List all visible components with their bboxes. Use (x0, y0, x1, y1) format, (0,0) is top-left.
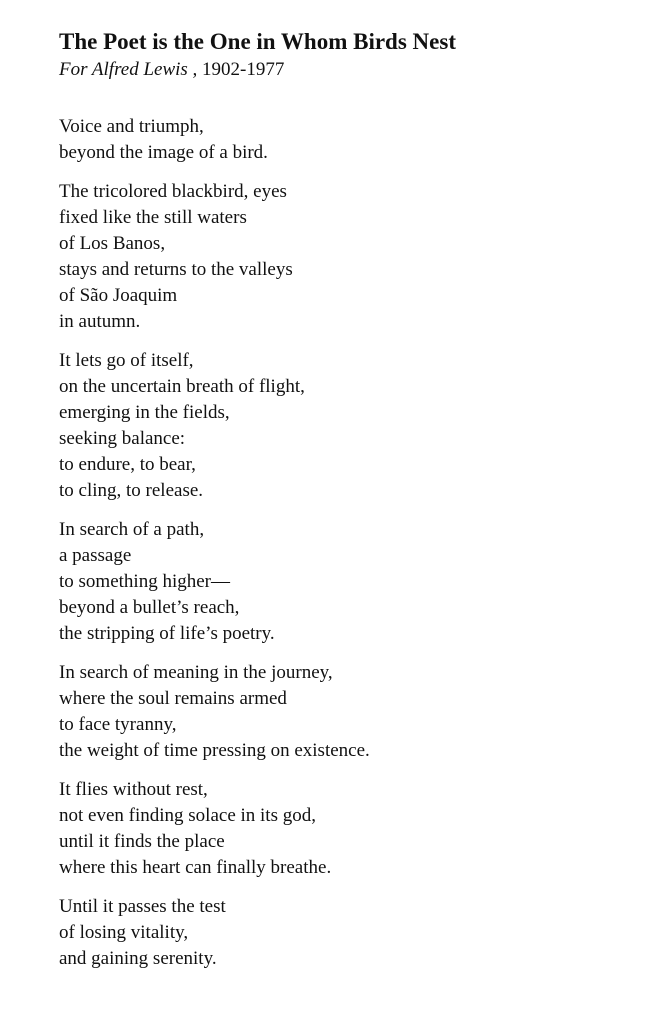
poem-title: The Poet is the One in Whom Birds Nest (59, 29, 456, 54)
dedication-name: For Alfred Lewis , (59, 59, 198, 80)
poem-line: emerging in the fields, (59, 402, 230, 423)
stanza (59, 179, 649, 335)
stanza (59, 348, 649, 504)
poem-line: where the soul remains armed (59, 688, 287, 709)
poem-line: The tricolored blackbird, eyes (59, 181, 287, 202)
poem-line: of São Joaquim (59, 285, 178, 306)
poem-line: Until it passes the test (59, 896, 226, 917)
poem-line: until it finds the place (59, 831, 225, 852)
poem-line: where this heart can finally breathe. (59, 857, 332, 878)
poem-dedication (59, 58, 649, 82)
poem-line: stays and returns to the valleys (59, 259, 293, 280)
poem-line: It flies without rest, (59, 779, 208, 800)
poem-line: to cling, to release. (59, 480, 204, 501)
poem-line: In search of a path, (59, 519, 205, 540)
poem-line: of losing vitality, (59, 922, 189, 943)
poem-line: to face tyranny, (59, 714, 177, 735)
poem-line: seeking balance: (59, 428, 186, 449)
stanza (59, 894, 649, 972)
dedication-years: 1902-1977 (197, 59, 285, 80)
poem-line: fixed like the still waters (59, 207, 247, 228)
poem-line: to endure, to bear, (59, 454, 196, 475)
poem-line: to something higher— (59, 571, 230, 592)
poem-line: In search of meaning in the journey, (59, 662, 333, 683)
poem-body (59, 114, 649, 972)
poem-line: not even finding solace in its god, (59, 805, 316, 826)
poem-line: the weight of time pressing on existence. (59, 740, 370, 761)
poem-line: the stripping of life’s poetry. (59, 623, 275, 644)
poem-line: a passage (59, 545, 132, 566)
poem-line: beyond the image of a bird. (59, 142, 268, 163)
poem-line: on the uncertain breath of flight, (59, 376, 305, 397)
poem-line: in autumn. (59, 311, 141, 332)
stanza (59, 517, 649, 647)
poem-line: Voice and triumph, (59, 116, 204, 137)
stanza (59, 660, 649, 764)
poem-line: It lets go of itself, (59, 350, 194, 371)
stanza (59, 777, 649, 881)
poem-line: beyond a bullet’s reach, (59, 597, 240, 618)
poem-page (59, 28, 649, 985)
stanza (59, 114, 649, 166)
poem-line: and gaining serenity. (59, 948, 217, 969)
poem-line: of Los Banos, (59, 233, 166, 254)
